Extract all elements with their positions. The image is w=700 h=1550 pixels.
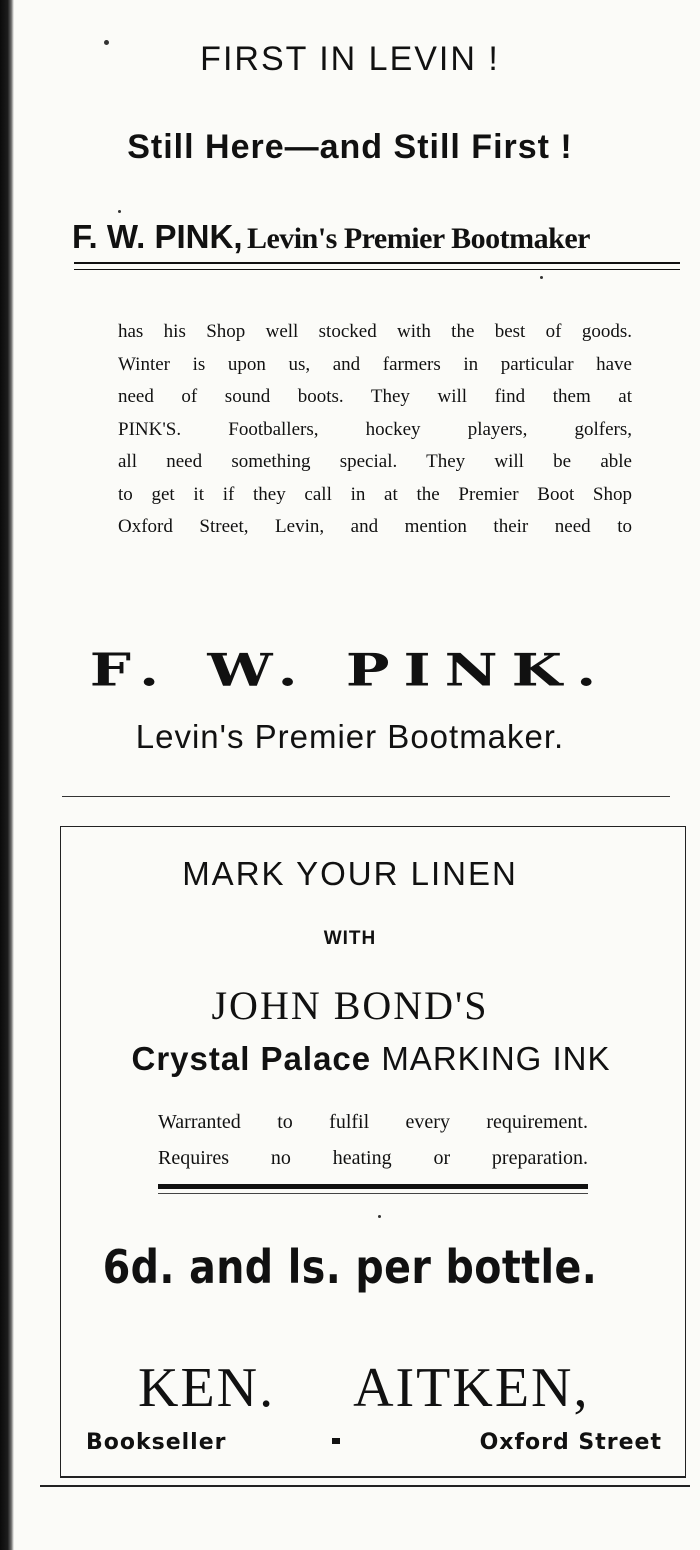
ad-body-text [118,316,632,544]
seller-first-name: KEN. [138,1357,276,1419]
heavy-rule [158,1184,588,1189]
separator-dot [332,1438,340,1444]
seller-name [138,1356,618,1420]
signature-tagline: Levin's Premier Bootmaker. [135,718,565,755]
body-line: has his Shop well stocked with the best of goods. [118,321,632,342]
body-line: to get it if they call in at the Premier Boot Shop [118,483,632,505]
warranty-text [158,1104,588,1176]
print-speck [118,210,121,213]
body-line: Winter is upon us, and farmers in particular have [118,353,632,375]
ink-product-lead: Crystal Palace [131,1040,372,1077]
ink-product-rest: MARKING INK [381,1040,611,1077]
body-line: all need something special. They will be able [118,451,632,472]
proprietor-name: F. W. PINK, [72,218,243,255]
proprietor-line [72,218,682,256]
warranty-line: Warranted to fulfil every requirement. [158,1111,588,1133]
ink-product-name [76,1040,666,1078]
proprietor-tagline: Levin's Premier Bootmaker [246,222,590,255]
body-line: need of sound boots. They will find them at [118,386,632,407]
section-divider [62,796,670,797]
ink-ad-line-2: WITH [323,928,377,949]
print-speck [540,276,543,279]
ad-border-bottom [60,1476,686,1478]
page-bottom-rule [40,1485,690,1487]
thin-rule [158,1193,588,1194]
ink-brand-name: JOHN BOND'S [211,983,489,1028]
signature-name: F. W. PINK. [89,643,611,697]
body-line: Oxford Street, Levin, and mention their need to [118,516,632,537]
ad-headline: FIRST IN LEVIN ! [200,40,500,78]
ink-ad-line-1: MARK YOUR LINEN [182,855,518,892]
seller-address: Oxford Street [479,1430,662,1455]
body-line: PINK'S. Footballers, hockey players, golfers, [118,418,632,440]
price-line: 6d. and ls. per bottle. [102,1240,598,1294]
page-edge-shadow [0,0,14,1550]
double-rule-top [74,262,680,264]
warranty-line: Requires no heating or preparation. [158,1147,588,1169]
double-rule-bottom [74,269,680,270]
seller-last-name: AITKEN, [353,1357,590,1419]
seller-trade: Bookseller [86,1430,227,1455]
ad-subheadline: Still Here—and Still First ! [127,128,573,166]
